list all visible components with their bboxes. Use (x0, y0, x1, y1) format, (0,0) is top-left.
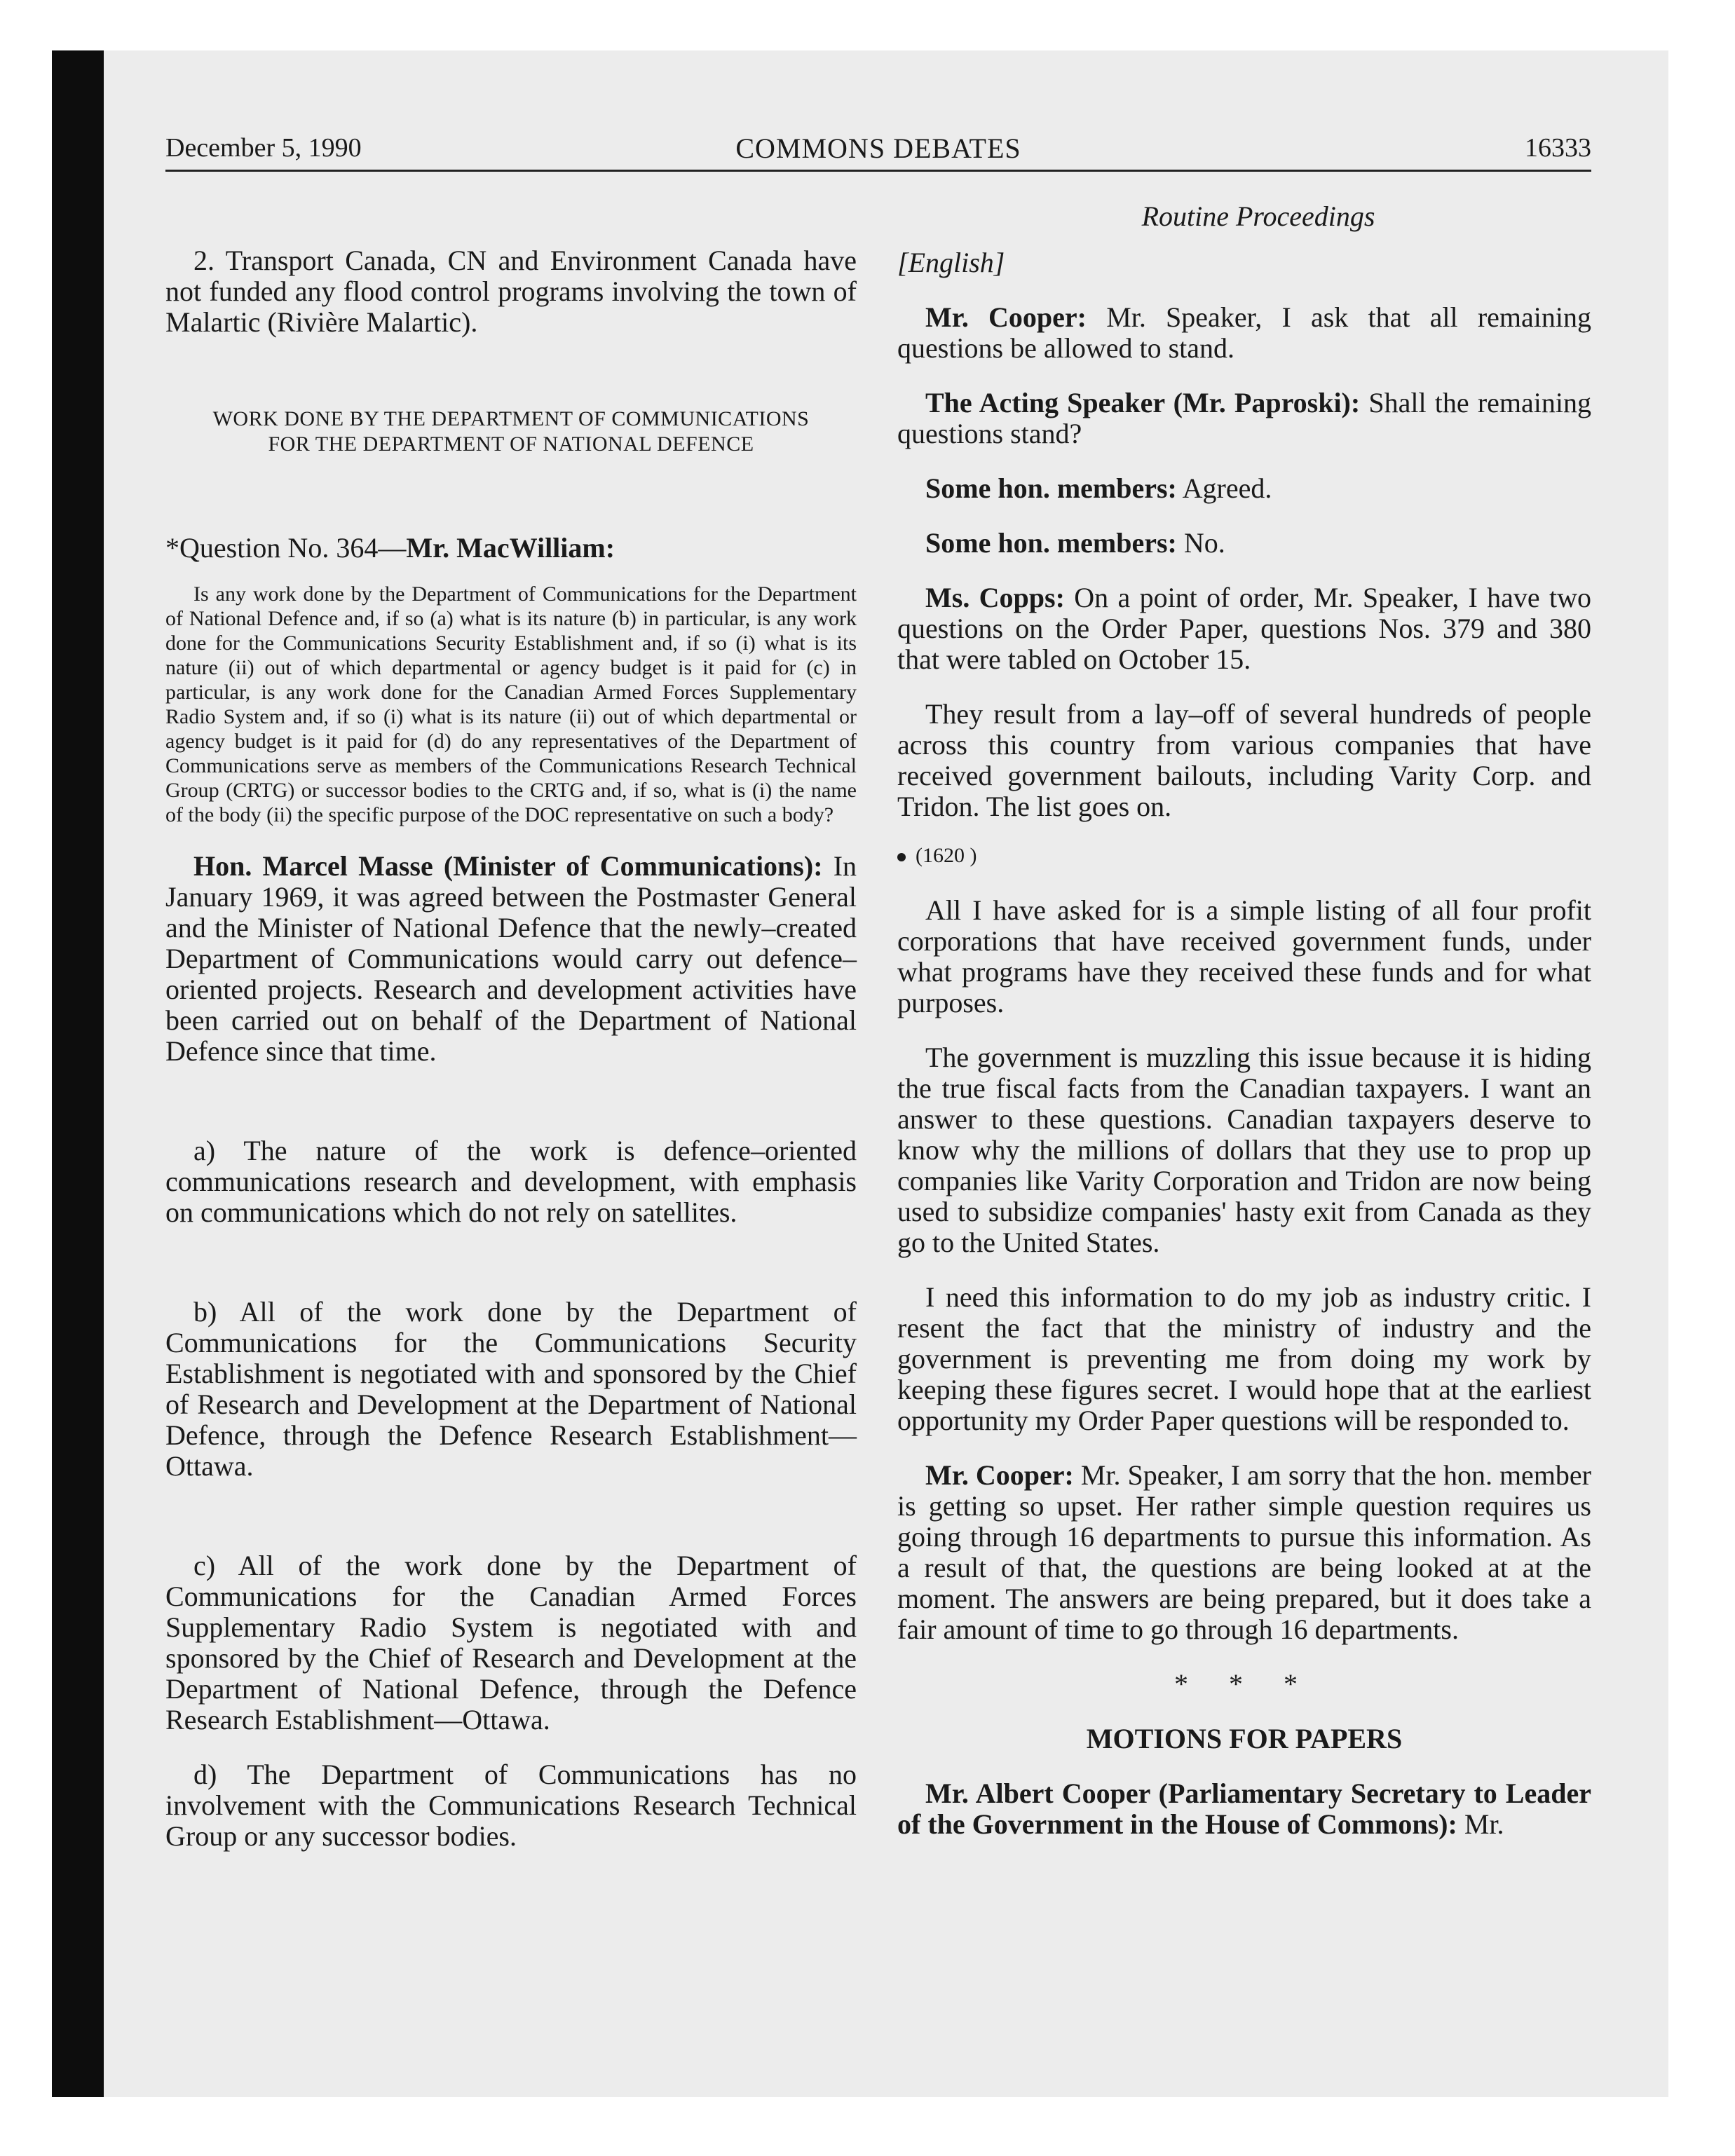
speech-members-agreed (897, 473, 1591, 504)
speech-copps-continued-4: I need this information to do my job as industry critic. I resent the fact that the ministry of industry and the government is preventing me from doing my work by keeping these figures secret. I would hope that at the earliest opportunity my Order Paper questions will be responded to. (897, 1281, 1591, 1436)
speaker-label: Mr. Cooper: (925, 1459, 1074, 1491)
speech-members-no (897, 528, 1591, 559)
speech-cooper-2 (897, 1460, 1591, 1645)
answer-part-d: d) The Department of Communications has no involvement with the Communications Research Technical Group or any successor bodies. (165, 1759, 857, 1852)
speech-copps-continued-3: The government is muzzling this issue because it is hiding the true fiscal facts from the Canadian taxpayers. I want an answer to these questions. Canadian taxpayers deserve to know why the millions of dollars that they use to prop up companies like Varity Corporation and Tridon are now being used to subsidize companies' hasty exit from Canada as they go to the United States. (897, 1042, 1591, 1258)
running-header (165, 121, 1591, 172)
speaker-label: Some hon. members: (925, 472, 1177, 504)
speech-text: On a point of order, Mr. Speaker, I have two questions on the Order Paper, questions Nos. 379 and 380 that were tabled on October 15. (897, 582, 1591, 675)
question-number: *Question No. 364— (165, 532, 407, 564)
question-text: Is any work done by the Department of Communications for the Department of National Defence and, if so (a) what is its nature (b) in particular, is any work done for the Communications Security Establishment and, if so (i) what is its nature (ii) out of which departmental or agency budget is it paid for (c) in particular, is any work done for the Canadian Armed Forces Supplementary Radio System and, if so (i) what is its nature (ii) out of which departmental or agency budget is it paid for (d) do any representatives of the Department of Communications serve as members of the Communications Research Technical Group (CRTG) or successor bodies to the CRTG and, if so, what is (i) the name of the body (ii) the specific purpose of the DOC representative on such a body? (165, 582, 857, 826)
scan-edge-shadow (52, 50, 104, 2097)
intro-paragraph: 2. Transport Canada, CN and Environment Canada have not funded any flood control programs involving the town of Malartic (Rivière Malartic). (165, 245, 857, 338)
motions-heading: MOTIONS FOR PAPERS (1086, 1723, 1403, 1754)
timestamp (897, 840, 1591, 871)
header-date: December 5, 1990 (165, 133, 362, 163)
speech-copps-continued-1: They result from a lay–off of several hundreds of people across this country from various companies that have received government bailouts, including Varity Corp. and Tridon. The list goes on. (897, 698, 1591, 822)
speech-text: No. (1176, 527, 1225, 559)
language-tag: [English] (897, 247, 1005, 278)
header-page-number: 16333 (1525, 133, 1591, 163)
speech-copps (897, 582, 1591, 675)
answer-speaker: Hon. Marcel Masse (Minister of Communications): (193, 850, 823, 882)
speech-text: Agreed. (1176, 472, 1272, 504)
section-heading (165, 407, 857, 457)
answer-text: In January 1969, it was agreed between the Postmaster General and the Minister of National Defence that the newly–created Department of Communications would carry out defence–oriented projects. Research and development activities have been carried out on behalf of the Department of National Defence since that time. (165, 850, 857, 1067)
answer-part-b: b) All of the work done by the Department of Communications for the Communications Security Establishment is negotiated with and sponsored by the Chief of Research and Development at the Department of National Defence, through the Defence Research Establishment—Ottawa. (165, 1296, 857, 1482)
header-publication: COMMONS DEBATES (735, 132, 1021, 164)
section-heading-line2: FOR THE DEPARTMENT OF NATIONAL DEFENCE (268, 432, 754, 456)
left-column (165, 245, 857, 1852)
speech-text: Shall the remaining questions stand? (897, 387, 1591, 449)
speech-text: Mr. Speaker, I am sorry that the hon. member is getting so upset. Her rather simple question requires us going through 16 departments to pursue this information. As a result of that, the questions are being looked at at the moment. The answers are being prepared, but it does take a fair amount of time to go through 16 departments. (897, 1459, 1591, 1645)
speech-acting-speaker (897, 388, 1591, 449)
section-heading-line1: WORK DONE BY THE DEPARTMENT OF COMMUNICATIONS (212, 407, 810, 430)
section-separator: * * * (1174, 1668, 1314, 1700)
speech-cooper-1 (897, 302, 1591, 364)
question-member: Mr. MacWilliam: (406, 532, 615, 564)
timestamp-text: (1620 ) (916, 844, 977, 867)
speech-copps-continued-2: All I have asked for is a simple listing of all four profit corporations that have received government funds, under what programs have they received these funds and for what purposes. (897, 894, 1591, 1018)
speaker-label: Ms. Copps: (925, 582, 1065, 613)
speaker-label: The Acting Speaker (Mr. Paproski): (925, 387, 1361, 418)
speech-albert-cooper (897, 1778, 1591, 1840)
speech-text: Mr. (1457, 1808, 1504, 1840)
answer-part-c: c) All of the work done by the Department of Communications for the Canadian Armed Forces Supplementary Radio System is negotiated with and sponsored by the Chief of Research and Development at the Department of National Defence, through the Defence Research Establishment—Ottawa. (165, 1550, 857, 1735)
question-label (165, 533, 857, 564)
bullet-icon (897, 853, 906, 861)
document-page (104, 50, 1668, 2097)
answer-part-a: a) The nature of the work is defence–oriented communications research and development, with emphasis on communications which do not rely on satellites. (165, 1135, 857, 1228)
answer-intro (165, 851, 857, 1067)
speaker-label: Mr. Cooper: (925, 301, 1087, 333)
speaker-label: Mr. Albert Cooper (Parliamentary Secretary to Leader of the Government in the House of Commons): (897, 1778, 1591, 1840)
right-column (897, 201, 1591, 1840)
running-section-title: Routine Proceedings (1141, 200, 1375, 232)
speaker-label: Some hon. members: (925, 527, 1177, 559)
speech-text: Mr. Speaker, I ask that all remaining questions be allowed to stand. (897, 301, 1592, 364)
